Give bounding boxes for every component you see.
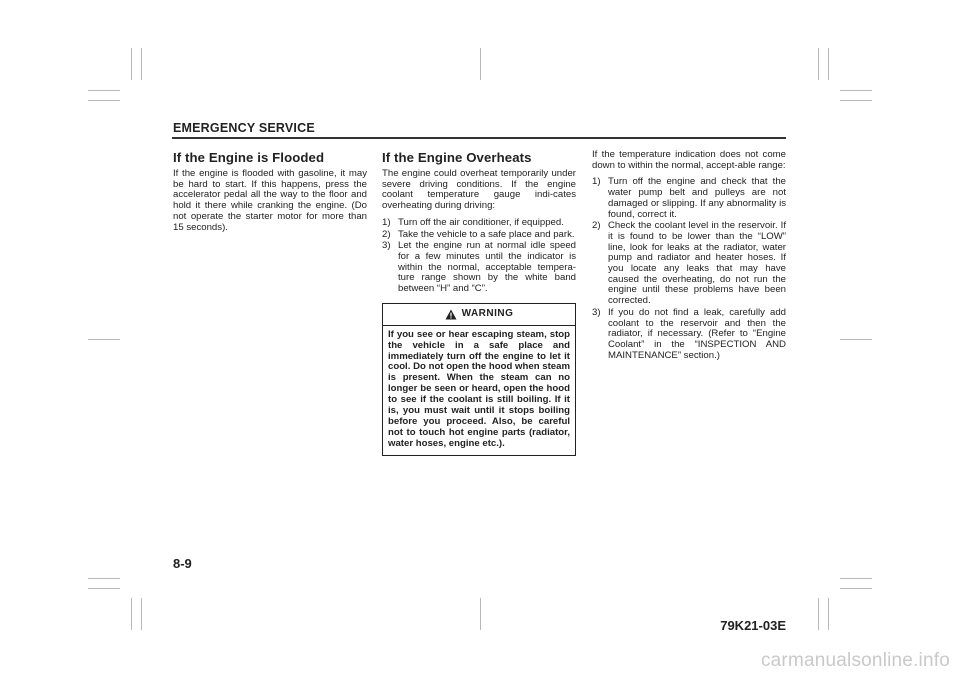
paragraph-temperature-intro: If the temperature indication does not come down to within the normal, accept-able range:: [592, 149, 786, 171]
step-number: 3): [382, 240, 391, 252]
crop-mark: [828, 48, 829, 80]
crop-mark: [840, 578, 872, 579]
list-item: [382, 230, 576, 241]
crop-mark: [141, 598, 142, 630]
list-item: [382, 218, 576, 229]
crop-mark: [88, 339, 120, 340]
crop-mark: [131, 598, 132, 630]
crop-mark: [88, 588, 120, 589]
crop-mark: [88, 578, 120, 579]
page-number: 8-9: [173, 556, 192, 571]
heading-overheats: If the Engine Overheats: [382, 150, 532, 165]
crop-mark: [840, 339, 872, 340]
list-item: [592, 308, 786, 362]
step-number: 2): [382, 228, 391, 240]
paragraph-overheats-intro: The engine could overheat temporarily under severe driving conditions. If the engine coolant temperature gauge indi-cates overheating during driving:: [382, 168, 576, 212]
crop-mark: [480, 48, 481, 80]
warning-header: [383, 304, 575, 326]
header-rule: [172, 137, 786, 139]
crop-mark: [88, 90, 120, 91]
column-continued: [592, 150, 786, 362]
step-text: Turn off the engine and check that the water pump belt and pulleys are not damaged or slipping. If any abnormality is found, correct it.: [608, 176, 786, 220]
section-title: EMERGENCY SERVICE: [173, 121, 315, 135]
paragraph-flooded: If the engine is flooded with gasoline, it may be hard to start. If this happens, press the accelerator pedal all the way to the floor and hold it there while cranking the engine. (Do not operate the starter motor for more than 15 seconds).: [173, 168, 367, 233]
crop-mark: [131, 48, 132, 80]
list-item: [382, 241, 576, 295]
step-text: Turn off the air conditioner, if equipped.: [398, 216, 564, 228]
step-text: Check the coolant level in the reservoir. If it is found to be lower than the “LOW” line, look for leaks at the radiator, water pump and radiator and heater hoses. If you locate any leaks that may have caused the overheating, do not run the engine until these problems have been corrected.: [608, 220, 786, 307]
step-number: 1): [382, 216, 391, 228]
step-text: Let the engine run at normal idle speed for a few minutes until the indicator is within the normal, acceptable tempera-ture range shown by the white band between “H” and “C”.: [398, 240, 576, 295]
step-number: 1): [592, 176, 601, 188]
step-text: Take the vehicle to a safe place and park.: [398, 228, 575, 240]
temperature-steps-list: [592, 177, 786, 361]
warning-box: [382, 303, 576, 456]
document-code: 79K21-03E: [720, 618, 786, 633]
list-item: [592, 177, 786, 220]
crop-mark: [840, 90, 872, 91]
crop-mark: [88, 100, 120, 101]
crop-mark: [480, 598, 481, 630]
step-number: 2): [592, 220, 601, 232]
list-item: [592, 221, 786, 307]
crop-mark: [840, 588, 872, 589]
step-text: If you do not find a leak, carefully add coolant to the reservoir and then the radiator, if necessary. (Refer to “Engine Coolant” in the “INSPECTION AND MAINTENANCE” section.): [608, 306, 786, 361]
heading-flooded: If the Engine is Flooded: [173, 150, 325, 165]
overheat-steps-list: [382, 218, 576, 295]
warning-label: WARNING: [461, 307, 514, 319]
crop-mark: [828, 598, 829, 630]
watermark: carmanualsonline.info: [760, 650, 950, 671]
step-number: 3): [592, 306, 601, 318]
crop-mark: [818, 48, 819, 80]
column-overheats: [382, 150, 576, 456]
column-flooded: [173, 150, 367, 239]
warning-triangle-icon: [445, 309, 457, 320]
warning-text: If you see or hear escaping steam, stop the vehicle in a safe place and immediately turn off the engine to let it cool. Do not open the hood when steam is present. When the steam can no longer be seen or heard, open the hood to see if the coolant is still boiling. If it is, you must wait until it stops boiling before you proceed. Also, be careful not to touch hot engine parts (radiator, water hoses, engine etc.).: [388, 328, 570, 449]
crop-mark: [141, 48, 142, 80]
crop-mark: [818, 598, 819, 630]
crop-mark: [840, 100, 872, 101]
